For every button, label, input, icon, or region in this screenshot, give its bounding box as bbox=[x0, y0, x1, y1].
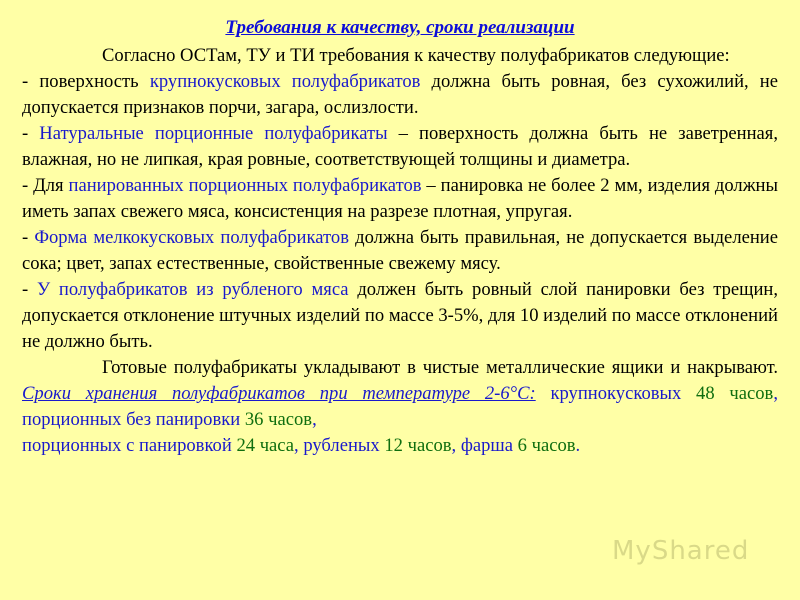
slide-title: Требования к качеству, сроки реализации bbox=[225, 17, 575, 38]
storage-time: 48 часов bbox=[681, 383, 774, 404]
storage-time: 6 часов bbox=[513, 435, 576, 456]
item-text: – панировка не более 2 мм, изделия должны иметь запах свежего мяса, консистенция на разрезе плотная, упругая. bbox=[22, 175, 779, 222]
slide-content bbox=[22, 14, 778, 459]
requirement-item-5 bbox=[22, 277, 778, 355]
item-highlight: Форма мелкокусковых полуфабрикатов bbox=[34, 227, 349, 248]
storage-lead: Готовые полуфабрикаты укладывают в чистые металлические ящики и накрывают. bbox=[102, 357, 778, 378]
item-text: – поверхность должна быть не заветренная, влажная, но не липкая, края ровные, соответствующей толщины и диаметра. bbox=[22, 123, 779, 170]
requirement-item-4 bbox=[22, 225, 778, 277]
watermark-logo: MyShared bbox=[612, 536, 750, 566]
intro-paragraph: Согласно ОСТам, ТУ и ТИ требования к качеству полуфабрикатов следующие: bbox=[102, 45, 730, 66]
item-highlight: панированных порционных полуфабрикатов bbox=[68, 175, 422, 196]
item-prefix: - bbox=[22, 123, 40, 144]
item-text: должна быть ровная, без сухожилий, не допускается признаков порчи, загара, ослизлости. bbox=[22, 71, 779, 118]
storage-paragraph: Готовые полуфабрикаты укладывают в чистые металлические ящики и накрывают. Сроки хранения полуфабрикатов при температуре 2-6°С: крупнокусковых 48 часов, порционных без панировки 36 часов, порционных с панировкой 24 часа, рубленых 12 часов, фарша 6 часов. bbox=[22, 357, 778, 456]
storage-type: фарша bbox=[460, 435, 513, 456]
item-prefix: - Для bbox=[22, 175, 69, 196]
storage-type: порционных без панировки bbox=[22, 409, 241, 430]
storage-type: порционных с панировкой bbox=[22, 435, 232, 456]
requirement-item-3 bbox=[22, 173, 778, 225]
item-text: должен быть ровный слой панировки без трещин, допускается отклонение штучных изделий по массе 3-5%, для 10 изделий по массе отклонений не должно быть. bbox=[22, 279, 778, 352]
item-prefix: - поверхность bbox=[22, 71, 150, 92]
storage-time: 12 часов bbox=[379, 435, 452, 456]
item-highlight: крупнокусковых полуфабрикатов bbox=[149, 71, 421, 92]
storage-time: 36 часов bbox=[240, 409, 313, 430]
item-highlight: Натуральные порционные полуфабрикаты bbox=[39, 123, 388, 144]
item-highlight: У полуфабрикатов из рубленого мяса bbox=[36, 279, 349, 300]
item-text: должна быть правильная, не допускается выделение сока; цвет, запах естественные, свойственные свежему мясу. bbox=[22, 227, 779, 274]
item-prefix: - bbox=[22, 227, 35, 248]
storage-time: 24 часа bbox=[231, 435, 295, 456]
storage-heading: Сроки хранения полуфабрикатов при температуре 2-6°С: bbox=[22, 383, 536, 404]
requirement-item-2 bbox=[22, 121, 778, 173]
storage-type: рубленых bbox=[303, 435, 380, 456]
requirement-item-1 bbox=[22, 69, 778, 121]
storage-type: крупнокусковых bbox=[550, 383, 682, 404]
item-prefix: - bbox=[22, 279, 37, 300]
